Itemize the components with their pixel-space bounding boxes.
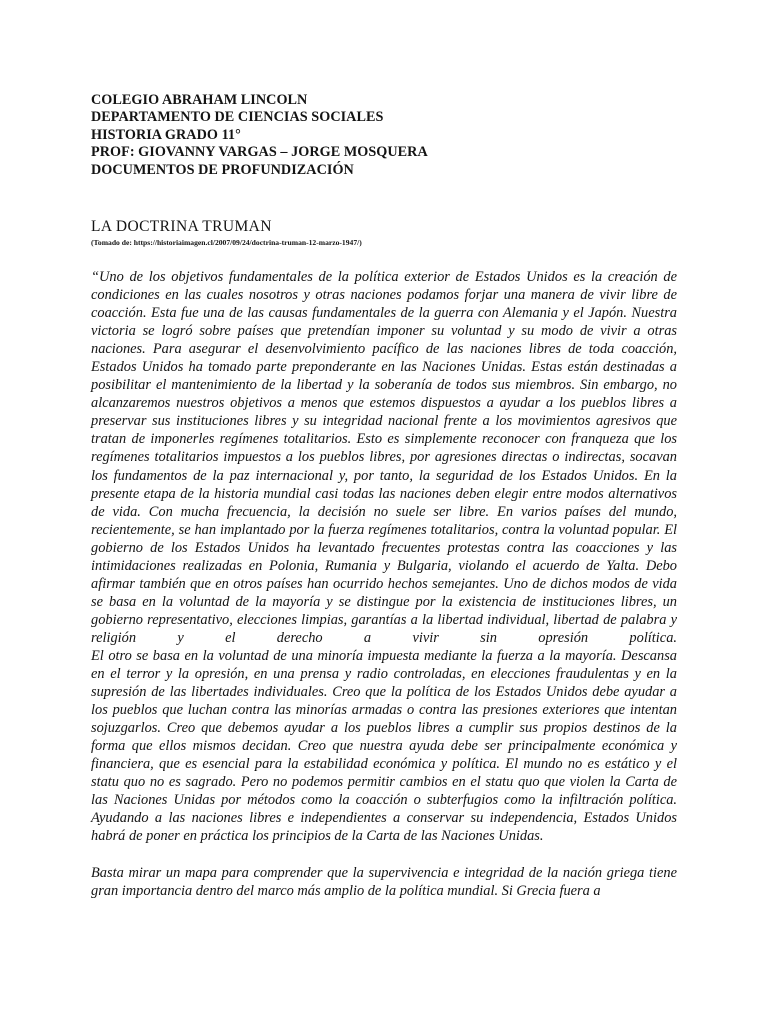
header-course: HISTORIA GRADO 11° — [91, 126, 241, 143]
header-document-type: DOCUMENTOS DE PROFUNDIZACIÓN — [91, 161, 354, 178]
school-header — [91, 92, 428, 179]
header-department: DEPARTAMENTO DE CIENCIAS SOCIALES — [91, 109, 384, 126]
body-paragraph: “Uno de los objetivos fundamentales de la política exterior de Estados Unidos es la creación de condiciones en las cuales nosotros y otras naciones podamos forjar una manera de vivir libre de coacción. Esta fue una de las causas fundamentales de la guerra con Alemania y el Japón. Nuestra victoria se logró sobre países que pretendían imponer su voluntad y su modo de vivir a otras naciones. Para asegurar el desenvolvimiento pacífico de las naciones libres de toda coacción, Estados Unidos ha tomado parte preponderante en las Naciones Unidas. Estas están destinadas a posibilitar el mantenimiento de la libertad y la soberanía de todos sus miembros. Sin embargo, no alcanzaremos nuestros objetivos a menos que estemos dispuestos a ayudar a los pueblos libres a preservar sus instituciones libres y su integridad nacional frente a los movimientos agresivos que tratan de imponerles regímenes totalitarios. Esto es simplemente reconocer con franqueza que los regímenes totalitarios impuestos a los pueblos libres, por agresiones directas o indirectas, socavan los fundamentos de la paz internacional y, por tanto, la seguridad de los Estados Unidos. En la presente etapa de la historia mundial casi todas las naciones deben elegir entre modos alternativos de vida. Con mucha frecuencia, la decisión no suele ser libre. En varios países del mundo, recientemente, se han implantado por la fuerza regímenes totalitarios, contra la voluntad popular. El gobierno de los Estados Unidos ha levantado frecuentes protestas contra las coacciones y las intimidaciones realizadas en Polonia, Rumania y Bulgaria, violando el acuerdo de Yalta. Debo afirmar también que en otros países han ocurrido hechos semejantes. Uno de dichos modos de vida se basa en la voluntad de la mayoría y se distingue por la existencia de instituciones libres, un gobierno representativo, elecciones limpias, garantías a la libertad individual, libertad de palabra y religión y el derecho a vivir sin opresión política. — [91, 269, 677, 646]
header-school-name: COLEGIO ABRAHAM LINCOLN — [91, 92, 308, 108]
body-paragraph: El otro se basa en la voluntad de una minoría impuesta mediante la fuerza a la mayoría. Descansa en el terror y la opresión, en una prensa y radio controladas, en elecciones fraudulentas y en la supresión de las libertades individuales. Creo que la política de los Estados Unidos debe ayudar a los pueblos que luchan contra las minorías armadas o contra las presiones exteriores que intentan sojuzgarlos. Creo que debemos ayudar a los pueblos libres a cumplir sus propios destinos de la forma que ellos mismos decidan. Creo que nuestra ayuda debe ser principalmente económica y financiera, que es esencial para la estabilidad económica y política. El mundo no es estático y el statu quo no es sagrado. Pero no podemos permitir cambios en el statu quo que violen la Carta de las Naciones Unidas por métodos como la coacción o subterfugios como la infiltración política. Ayudando a las naciones libres e independientes a conservar su independencia, Estados Unidos habrá de poner en práctica los principios de la Carta de las Naciones Unidas. — [91, 647, 677, 845]
source-citation: (Tomado de: https://historiaimagen.cl/2007/09/24/doctrina-truman-12-marzo-1947/) — [91, 238, 362, 247]
document-body — [91, 268, 677, 900]
header-teachers: PROF: GIOVANNY VARGAS – JORGE MOSQUERA — [91, 144, 428, 161]
body-paragraph: Basta mirar un mapa para comprender que la supervivencia e integridad de la nación griega tiene gran importancia dentro del marco más amplio de la política mundial. Si Grecia fuera a — [91, 864, 677, 899]
document-title: LA DOCTRINA TRUMAN — [91, 218, 272, 235]
